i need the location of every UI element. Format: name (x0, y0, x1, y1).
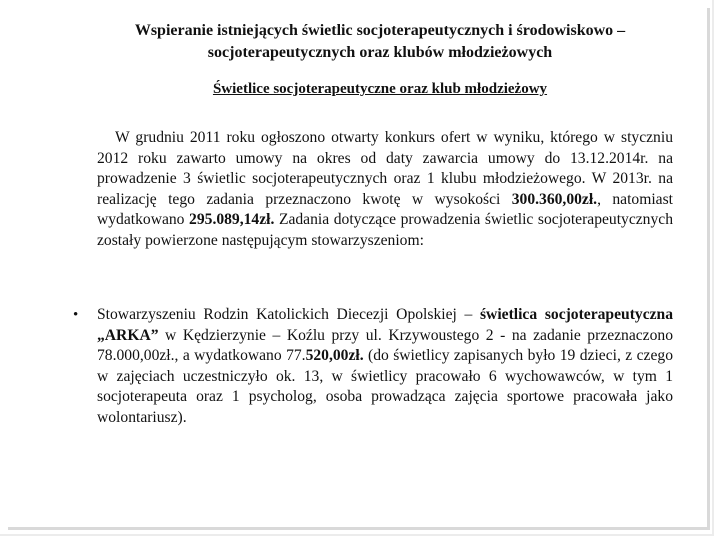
bullet-text-1: Stowarzyszeniu Rodzin Katolickich Diecezji Opolskiej – (97, 306, 480, 323)
intro-text-3: Zadania dotyczące prowadzenia świetlic socjoterapeutycznych zostały powierzone następującym stowarzyszeniom: (97, 211, 673, 249)
intro-paragraph (97, 128, 673, 252)
slide-subtitle: Świetlice socjoterapeutyczne oraz klub młodzieżowy (212, 81, 548, 97)
bullet-bold-2: 520,00zł. (305, 347, 364, 365)
bullet-icon: • (73, 307, 79, 323)
list-item (97, 305, 673, 429)
intro-text-2: , natomiast wydatkowano (97, 190, 673, 229)
bullet-bold-1: świetlica socjoterapeutyczna „ARKA” (97, 306, 673, 344)
slide-title: Wspieranie istniejących świetlic socjoterapeutycznych i środowiskowo – socjoterapeutycznych oraz klubów młodzieżowych (134, 22, 626, 61)
intro-text-1: W grudniu 2011 roku ogłoszono otwarty konkurs ofert w wyniku, którego w styczniu 2012 roku zawarto umowy na okres od daty zawarcia umowy do 13.12.2014r. na prowadzenie 3 świetlic socjoterapeutycznych oraz 1 klubu młodzieżowego. W 2013r. na realizację tego zadania przeznaczono kwotę w wysokości (97, 129, 673, 208)
bullet-text-2: w Kędzierzynie – Koźlu przy ul. Krzywoustego 2 - na zadanie przeznaczono 78.000,00zł., a wydatkowano 77. (97, 326, 673, 365)
bullet-text-3: (do świetlicy zapisanych było 19 dzieci, z czego w zajęciach uczestniczyło ok. 13, w świetlicy pracowało 6 wychowawców, w tym 1 socjoterapeuta oraz 1 psycholog, osoba prowadząca zajęcia sportowe pracowała jako wolontariusz). (97, 347, 673, 426)
planned-amount: 300.360,00zł. (511, 190, 598, 208)
spent-amount: 295.089,14zł. (189, 211, 275, 229)
